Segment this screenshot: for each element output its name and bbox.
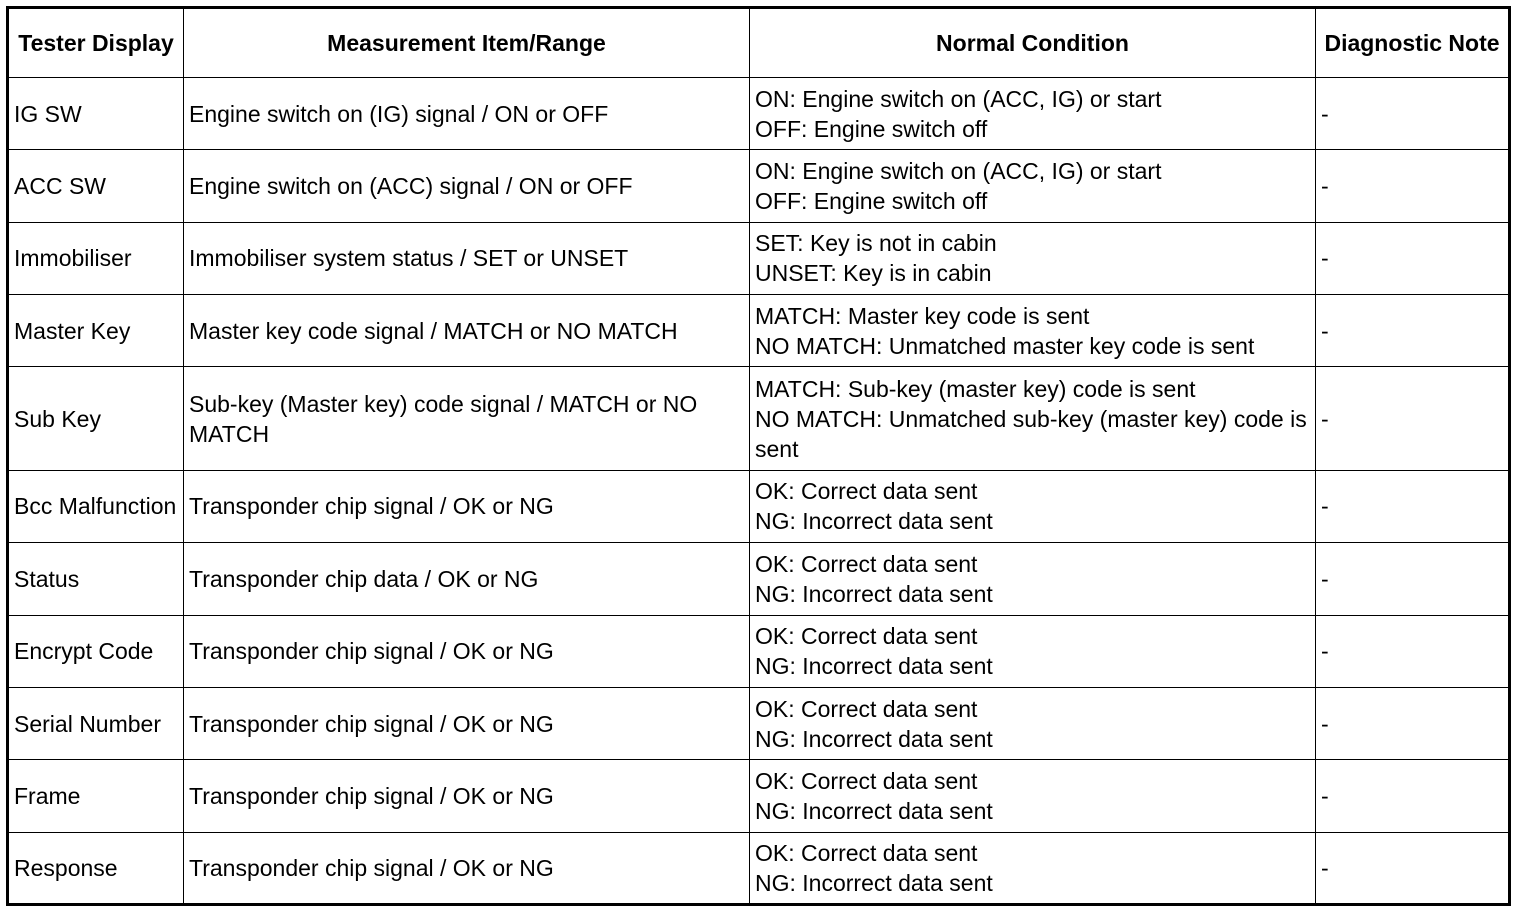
cell-measurement: Engine switch on (IG) signal / ON or OFF [184,78,750,150]
condition-line: MATCH: Master key code is sent [755,302,1090,329]
cell-normal-condition [750,615,1316,687]
cell-tester-display: Status [8,543,184,615]
condition-line: OK: Correct data sent [755,839,978,866]
table-row [8,295,1510,367]
cell-normal-condition [750,470,1316,542]
condition-line: OFF: Engine switch off [755,188,988,215]
condition-line: OK: Correct data sent [755,550,978,577]
cell-diagnostic-note: - [1316,78,1510,150]
cell-measurement: Transponder chip signal / OK or NG [184,615,750,687]
condition-line: MATCH: Sub-key (master key) code is sent [755,375,1196,402]
cell-tester-display: Master Key [8,295,184,367]
cell-diagnostic-note: - [1316,543,1510,615]
condition-line: NO MATCH: Unmatched master key code is sent [755,332,1255,359]
condition-line: OFF: Engine switch off [755,115,988,142]
cell-diagnostic-note: - [1316,760,1510,832]
cell-normal-condition [750,543,1316,615]
condition-line: NG: Incorrect data sent [755,508,993,535]
cell-tester-display: Response [8,832,184,904]
condition-line: OK: Correct data sent [755,695,978,722]
header-measurement: Measurement Item/Range [184,8,750,78]
cell-normal-condition [750,78,1316,150]
cell-tester-display: Immobiliser [8,222,184,294]
table-row [8,78,1510,150]
cell-tester-display: ACC SW [8,150,184,222]
cell-measurement: Transponder chip signal / OK or NG [184,470,750,542]
condition-line: NG: Incorrect data sent [755,580,993,607]
cell-normal-condition [750,687,1316,759]
cell-normal-condition [750,367,1316,470]
cell-diagnostic-note: - [1316,367,1510,470]
condition-line: OK: Correct data sent [755,623,978,650]
condition-line: NG: Incorrect data sent [755,725,993,752]
cell-measurement: Sub-key (Master key) code signal / MATCH or NO MATCH [184,367,750,470]
condition-line: ON: Engine switch on (ACC, IG) or start [755,158,1162,185]
table-row [8,222,1510,294]
cell-tester-display: Bcc Malfunction [8,470,184,542]
condition-line: NG: Incorrect data sent [755,797,993,824]
table-row [8,470,1510,542]
cell-normal-condition [750,760,1316,832]
condition-line: OK: Correct data sent [755,478,978,505]
cell-diagnostic-note: - [1316,295,1510,367]
cell-normal-condition [750,222,1316,294]
cell-diagnostic-note: - [1316,222,1510,294]
header-row [8,8,1510,78]
cell-tester-display: Serial Number [8,687,184,759]
condition-line: UNSET: Key is in cabin [755,260,992,287]
table-row [8,687,1510,759]
cell-diagnostic-note: - [1316,470,1510,542]
cell-measurement: Master key code signal / MATCH or NO MATCH [184,295,750,367]
cell-diagnostic-note: - [1316,150,1510,222]
table-row [8,367,1510,470]
cell-tester-display: Sub Key [8,367,184,470]
cell-diagnostic-note: - [1316,832,1510,904]
cell-diagnostic-note: - [1316,615,1510,687]
condition-line: NG: Incorrect data sent [755,869,993,896]
cell-tester-display: Encrypt Code [8,615,184,687]
header-normal-condition: Normal Condition [750,8,1316,78]
cell-normal-condition [750,832,1316,904]
cell-normal-condition [750,295,1316,367]
condition-line: NO MATCH: Unmatched sub-key (master key) code is sent [755,405,1307,462]
condition-line: NG: Incorrect data sent [755,653,993,680]
cell-measurement: Transponder chip signal / OK or NG [184,832,750,904]
header-diagnostic-note: Diagnostic Note [1316,8,1510,78]
cell-measurement: Transponder chip data / OK or NG [184,543,750,615]
tester-data-table [6,6,1511,906]
table-row [8,832,1510,904]
table-row [8,150,1510,222]
cell-measurement: Transponder chip signal / OK or NG [184,760,750,832]
condition-line: ON: Engine switch on (ACC, IG) or start [755,85,1162,112]
header-tester-display: Tester Display [8,8,184,78]
cell-measurement: Immobiliser system status / SET or UNSET [184,222,750,294]
cell-tester-display: IG SW [8,78,184,150]
table-row [8,615,1510,687]
cell-measurement: Engine switch on (ACC) signal / ON or OFF [184,150,750,222]
table-row [8,760,1510,832]
condition-line: SET: Key is not in cabin [755,230,997,257]
condition-line: OK: Correct data sent [755,767,978,794]
cell-tester-display: Frame [8,760,184,832]
cell-normal-condition [750,150,1316,222]
table-row [8,543,1510,615]
cell-measurement: Transponder chip signal / OK or NG [184,687,750,759]
cell-diagnostic-note: - [1316,687,1510,759]
